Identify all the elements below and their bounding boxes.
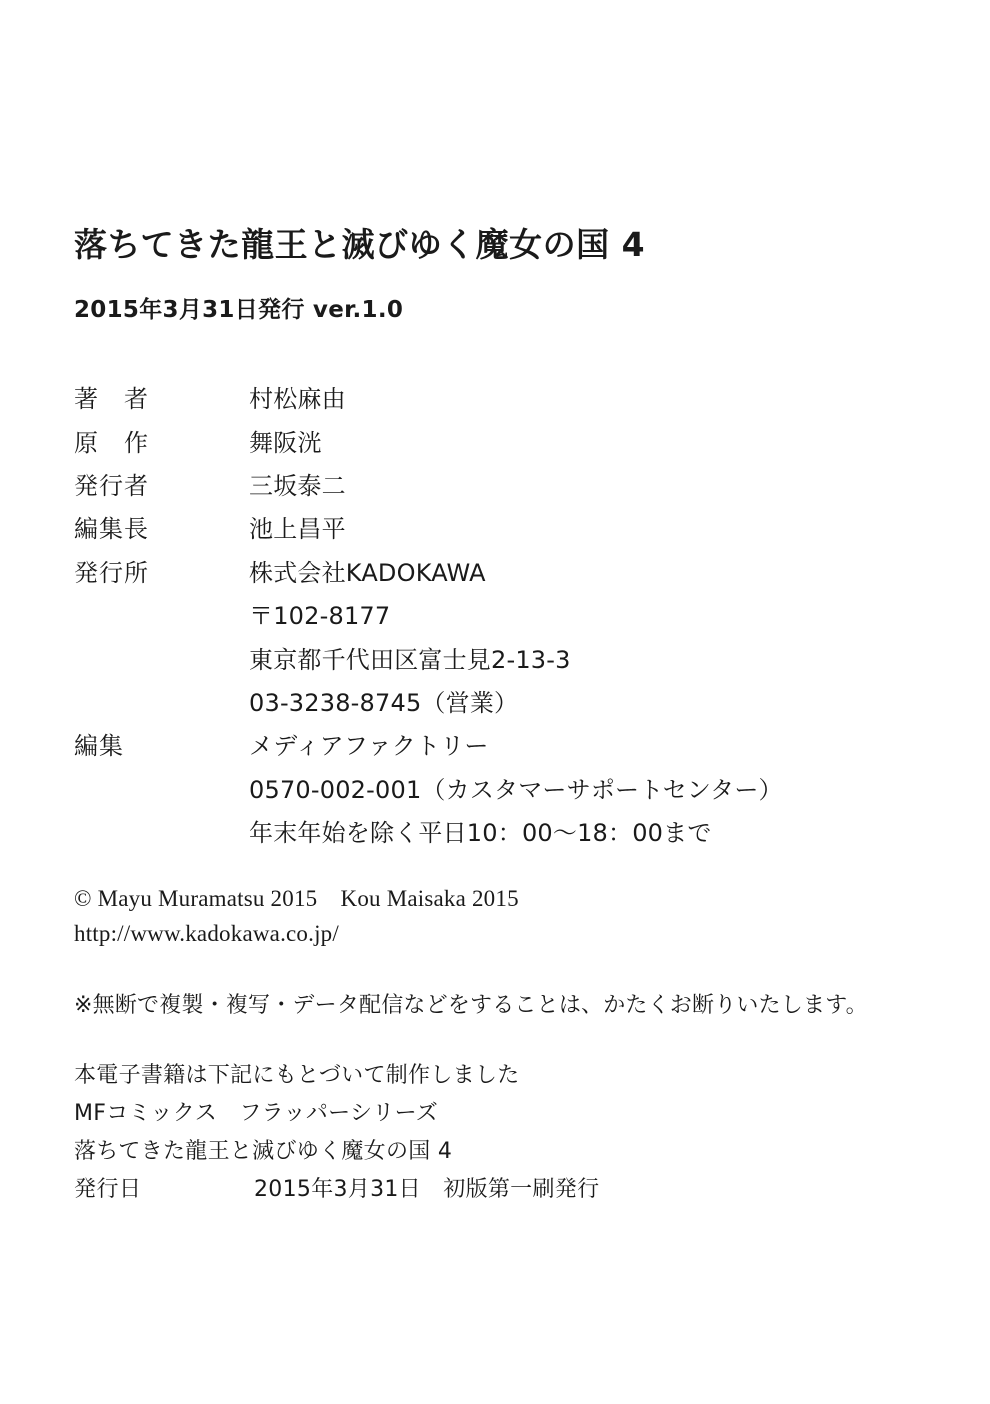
credit-value: メディアファクトリー [249, 732, 489, 761]
credit-value: 池上昌平 [249, 515, 346, 544]
credit-row [74, 510, 934, 548]
credit-label: 編集長 [74, 515, 149, 544]
credit-value: 三坂泰二 [249, 472, 346, 501]
credit-row [74, 597, 934, 635]
credit-value: 東京都千代田区富士見2-13-3 [249, 645, 571, 674]
credits-list [74, 380, 934, 852]
credit-value: 03-3238-8745（営業） [249, 688, 519, 717]
credit-value: 村松麻由 [249, 385, 346, 414]
publisher-website-link[interactable]: http://www.kadokawa.co.jp/ [74, 921, 339, 947]
credit-label: 発行者 [74, 472, 149, 501]
source-intro: 本電子書籍は下記にもとづいて制作しました [74, 1063, 520, 1089]
credit-row [74, 424, 934, 462]
credit-row [74, 684, 934, 722]
credit-value: 〒102-8177 [249, 602, 391, 631]
credit-row [74, 641, 934, 679]
source-series: MFコミックス フラッパーシリーズ [74, 1100, 439, 1126]
credit-value: 0570-002-001（カスタマーサポートセンター） [249, 775, 783, 804]
credit-label: 原 作 [74, 428, 149, 457]
credit-label: 発行所 [74, 558, 149, 587]
credit-row [74, 814, 934, 852]
credit-row [74, 554, 934, 592]
credit-label: 編集 [74, 732, 124, 761]
copyright-text: © Mayu Muramatsu 2015 Kou Maisaka 2015 [74, 885, 519, 911]
source-issue-row [74, 1171, 934, 1209]
credit-row [74, 380, 934, 418]
colophon-content [74, 224, 934, 1208]
credit-row [74, 467, 934, 505]
reproduction-notice: ※無断で複製・複写・データ配信などをすることは、かたくお断りいたします。 [74, 992, 868, 1018]
credit-value: 舞阪洸 [249, 428, 322, 457]
credit-row [74, 771, 934, 809]
source-work-title: 落ちてきた龍王と滅びゆく魔女の国 4 [74, 1138, 453, 1164]
source-issue-value: 2015年3月31日 初版第一刷発行 [254, 1176, 600, 1202]
credit-label: 著 者 [74, 385, 149, 414]
page-title: 落ちてきた龍王と滅びゆく魔女の国 4 [74, 225, 646, 264]
credit-value: 年末年始を除く平日10：00〜18：00まで [249, 819, 712, 848]
credit-row [74, 727, 934, 765]
publish-date-version: 2015年3月31日発行 ver.1.0 [74, 297, 404, 324]
source-issue-label: 発行日 [74, 1176, 142, 1202]
copyright-block [74, 881, 934, 952]
source-edition-block [74, 1057, 934, 1208]
credit-value: 株式会社KADOKAWA [249, 558, 486, 587]
